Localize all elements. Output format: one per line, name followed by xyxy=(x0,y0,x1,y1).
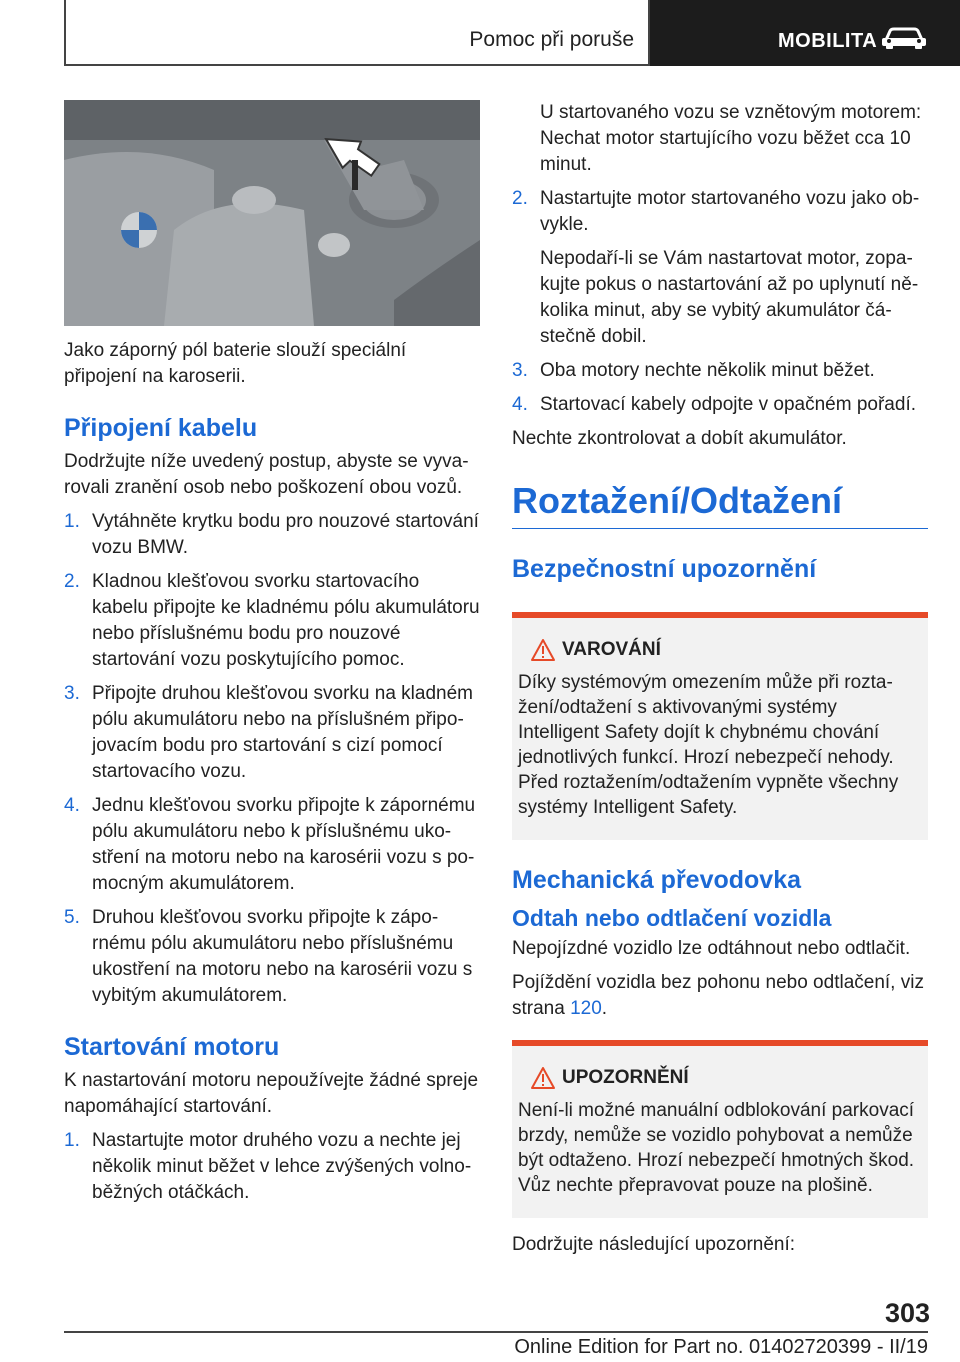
warning-text: Díky systémovým omezením může při roztažení/odtažení s aktivovanými systémy Intelligent Safety dojít k chybnému chování jednotlivých funkcí. Hrozí nebezpečí nehody. Před roztažením/odtažením vypněte všechny systémy Intelligent Safety. xyxy=(518,672,899,818)
tow-text-1: Nepojízdné vozidlo lze odtáhnout nebo odtlačit. xyxy=(512,938,911,959)
step-number: 5. xyxy=(64,907,80,928)
list-item xyxy=(64,569,480,673)
step-number: 3. xyxy=(512,360,528,381)
notice-box xyxy=(512,1040,928,1218)
step-text: Nastartujte motor startovaného vozu jako obvykle. xyxy=(540,188,920,235)
step-number: 1. xyxy=(64,511,80,532)
footer-divider xyxy=(64,1331,928,1333)
list-item xyxy=(64,681,480,785)
section-title: Pomoc při poruše xyxy=(469,28,634,51)
tow-heading: Odtah nebo odtlačení vozidla xyxy=(512,905,832,931)
list-item xyxy=(64,905,480,1009)
chapter-heading: Roztažení/Odtažení xyxy=(512,480,928,529)
page-link[interactable]: 120 xyxy=(570,998,602,1019)
chapter-title: MOBILITA xyxy=(778,30,878,52)
tow-text-2-pre: Pojíždění vozidla bez pohonu nebo odtlačení, viz strana xyxy=(512,972,924,1019)
engine-photo xyxy=(64,100,480,326)
step-text: Jednu klešťovou svorku připojte k zápornému pólu akumulátoru nebo k příslušnému ukostření na motoru nebo na karosérii vozu s pomocným akumulátorem. xyxy=(92,795,476,894)
edition-text: Online Edition for Part no. 01402720399 - II/19 xyxy=(514,1336,928,1358)
tow-text-2 xyxy=(512,970,928,1022)
step-number: 3. xyxy=(64,683,80,704)
page-number: 303 xyxy=(884,1298,930,1328)
photo-caption: Jako záporný pól baterie slouží speciální připojení na karoserii. xyxy=(64,340,407,387)
step-number: 2. xyxy=(64,571,80,592)
right-column xyxy=(512,100,928,1266)
list-item xyxy=(512,358,928,384)
list-item xyxy=(512,392,928,418)
car-icon xyxy=(880,26,928,50)
notice-header xyxy=(518,1064,920,1092)
step-text: Druhou klešťovou svorku připojte k zápornému pólu akumulátoru nebo příslušnému ukostření na motoru nebo na karosérii vozu s vybitým akumulátorem. xyxy=(92,907,473,1006)
step-extra: Nepodaří-li se Vám nastartovat motor, zopakujte pokus o nastartování až po uplynutí několika minut, aby se vybitý akumulátor částečně dobil. xyxy=(540,248,919,347)
notice-text: Není-li možné manuální odblokování parkovací brzdy, nemůže se vozidlo pohybovat a nemůže být odtaženo. Hrozí nebezpečí hmotných škod. Vůz nechte přepravovat pouze na plošině. xyxy=(518,1100,915,1196)
engine-illustration xyxy=(64,100,480,326)
step-text: Oba motory nechte několik minut běžet. xyxy=(540,360,875,381)
section-title-cable: Připojení kabelu xyxy=(64,414,258,442)
start-intro: K nastartování motoru nepoužívejte žádné spreje napomáhající startování. xyxy=(64,1070,479,1117)
start-steps-continued xyxy=(512,186,928,418)
final-text: Dodržujte následující upozornění: xyxy=(512,1234,796,1255)
step-number: 4. xyxy=(512,394,528,415)
section-tab xyxy=(64,0,650,66)
step-number: 2. xyxy=(512,188,528,209)
cable-steps xyxy=(64,509,480,1009)
warning-label: VAROVÁNÍ xyxy=(562,639,661,660)
tow-text-2-post: . xyxy=(601,998,608,1019)
step-number: 4. xyxy=(64,795,80,816)
gearbox-heading: Mechanická převodovka xyxy=(512,866,802,894)
list-item xyxy=(64,509,480,561)
step-text: Připojte druhou klešťovou svorku na kladném pólu akumulátoru nebo na příslušném připojovacím bodu pro startování s cizí pomocí startovacího vozu. xyxy=(92,683,474,782)
step-number: 1. xyxy=(64,1130,80,1151)
continued-text: U startovaného vozu se vznětovým motorem: Nechat motor startujícího vozu běžet cca 10 minut. xyxy=(540,102,922,175)
warning-box xyxy=(512,612,928,840)
cable-intro: Dodržujte níže uvedený postup, abyste se vyvarovali zranění osob nebo poškození obou vozů. xyxy=(64,451,469,498)
list-item xyxy=(512,186,928,350)
notice-label: UPOZORNĚNÍ xyxy=(562,1067,689,1088)
page-header xyxy=(0,0,960,66)
step-text: Startovací kabely odpojte v opačném pořadí. xyxy=(540,394,917,415)
step-text: Nastartujte motor druhého vozu a nechte jej několik minut běžet v lehce zvýšených volnoběžných otáčkách. xyxy=(92,1130,472,1203)
list-item xyxy=(64,793,480,897)
safety-heading: Bezpečnostní upozornění xyxy=(512,555,817,583)
warning-triangle-icon xyxy=(530,1066,556,1090)
list-item xyxy=(64,1128,480,1206)
left-column xyxy=(64,100,480,1214)
after-steps-text: Nechte zkontrolovat a dobít akumulátor. xyxy=(512,428,847,449)
start-steps xyxy=(64,1128,480,1206)
warning-triangle-icon xyxy=(530,638,556,662)
warning-header xyxy=(518,636,920,664)
step-text: Kladnou klešťovou svorku startovacího kabelu připojte ke kladnému pólu akumulátoru nebo příslušnému bodu pro nouzové startování vozu poskytujícího pomoc. xyxy=(92,571,480,670)
section-title-start: Startování motoru xyxy=(64,1033,280,1061)
step-text: Vytáhněte krytku bodu pro nouzové startování vozu BMW. xyxy=(92,511,479,558)
